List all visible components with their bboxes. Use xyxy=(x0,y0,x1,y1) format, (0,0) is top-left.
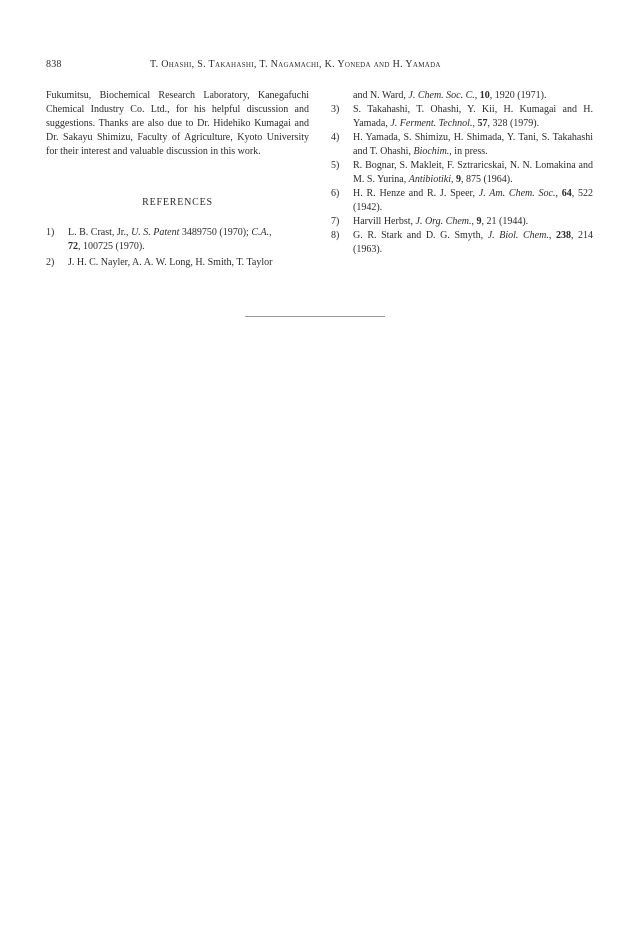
reference-text: R. Bognar, S. Makleit, F. Sztraricskai, N. N. Lomakina and M. S. Yurina, Antibiotiki, 9, 875 (1964). xyxy=(353,160,593,185)
reference-number: 2) xyxy=(46,257,55,268)
reference-8 xyxy=(331,229,593,257)
reference-number: 8) xyxy=(331,230,340,241)
acknowledgement-paragraph: Fukumitsu, Biochemical Research Laboratory, Kanegafuchi Chemical Industry Co. Ltd., for his helpful discussion and suggestions. Thanks are also due to Dr. Hidehiko Kumagai and Dr. Sakayu Shimizu, Faculty of Agriculture, Kyoto University for their interest and valuable discussion in this work. xyxy=(46,90,309,157)
running-head: T. Ohashi, S. Takahashi, T. Nagamachi, K. Yoneda and H. Yamada xyxy=(150,59,441,70)
reference-4 xyxy=(331,131,593,159)
reference-number: 4) xyxy=(331,132,340,143)
reference-2-continuation: and N. Ward, J. Chem. Soc. C., 10, 1920 (1971). xyxy=(353,90,547,101)
reference-5 xyxy=(331,159,593,187)
reference-6 xyxy=(331,187,593,215)
reference-1 xyxy=(46,226,309,254)
reference-2 xyxy=(46,256,309,270)
reference-3 xyxy=(331,103,593,131)
reference-number: 6) xyxy=(331,188,340,199)
reference-text: S. Takahashi, T. Ohashi, Y. Kii, H. Kumagai and H. Yamada, J. Ferment. Technol., 57, 328 (1979). xyxy=(353,104,593,129)
reference-7 xyxy=(331,215,593,229)
reference-text: H. R. Henze and R. J. Speer, J. Am. Chem. Soc., 64, 522 (1942). xyxy=(353,188,594,213)
reference-text: J. H. C. Nayler, A. A. W. Long, H. Smith, T. Taylor xyxy=(68,257,273,268)
reference-number: 7) xyxy=(331,216,340,227)
references-heading: REFERENCES xyxy=(142,197,213,208)
reference-text: L. B. Crast, Jr., U. S. Patent 3489750 (1970); C.A., 72, 100725 (1970). xyxy=(68,227,272,252)
left-column xyxy=(46,89,309,270)
reference-number: 5) xyxy=(331,160,340,171)
reference-text: G. R. Stark and D. G. Smyth, J. Biol. Chem., 238, 214 (1963). xyxy=(353,230,594,255)
end-divider xyxy=(245,316,385,317)
reference-number: 3) xyxy=(331,104,340,115)
reference-number: 1) xyxy=(46,227,55,238)
right-column xyxy=(331,89,593,257)
reference-text: H. Yamada, S. Shimizu, H. Shimada, Y. Tani, S. Takahashi and T. Ohashi, Biochim., in press. xyxy=(353,132,593,157)
reference-text: Harvill Herbst, J. Org. Chem., 9, 21 (1944). xyxy=(353,216,529,227)
page-number: 838 xyxy=(46,59,62,70)
